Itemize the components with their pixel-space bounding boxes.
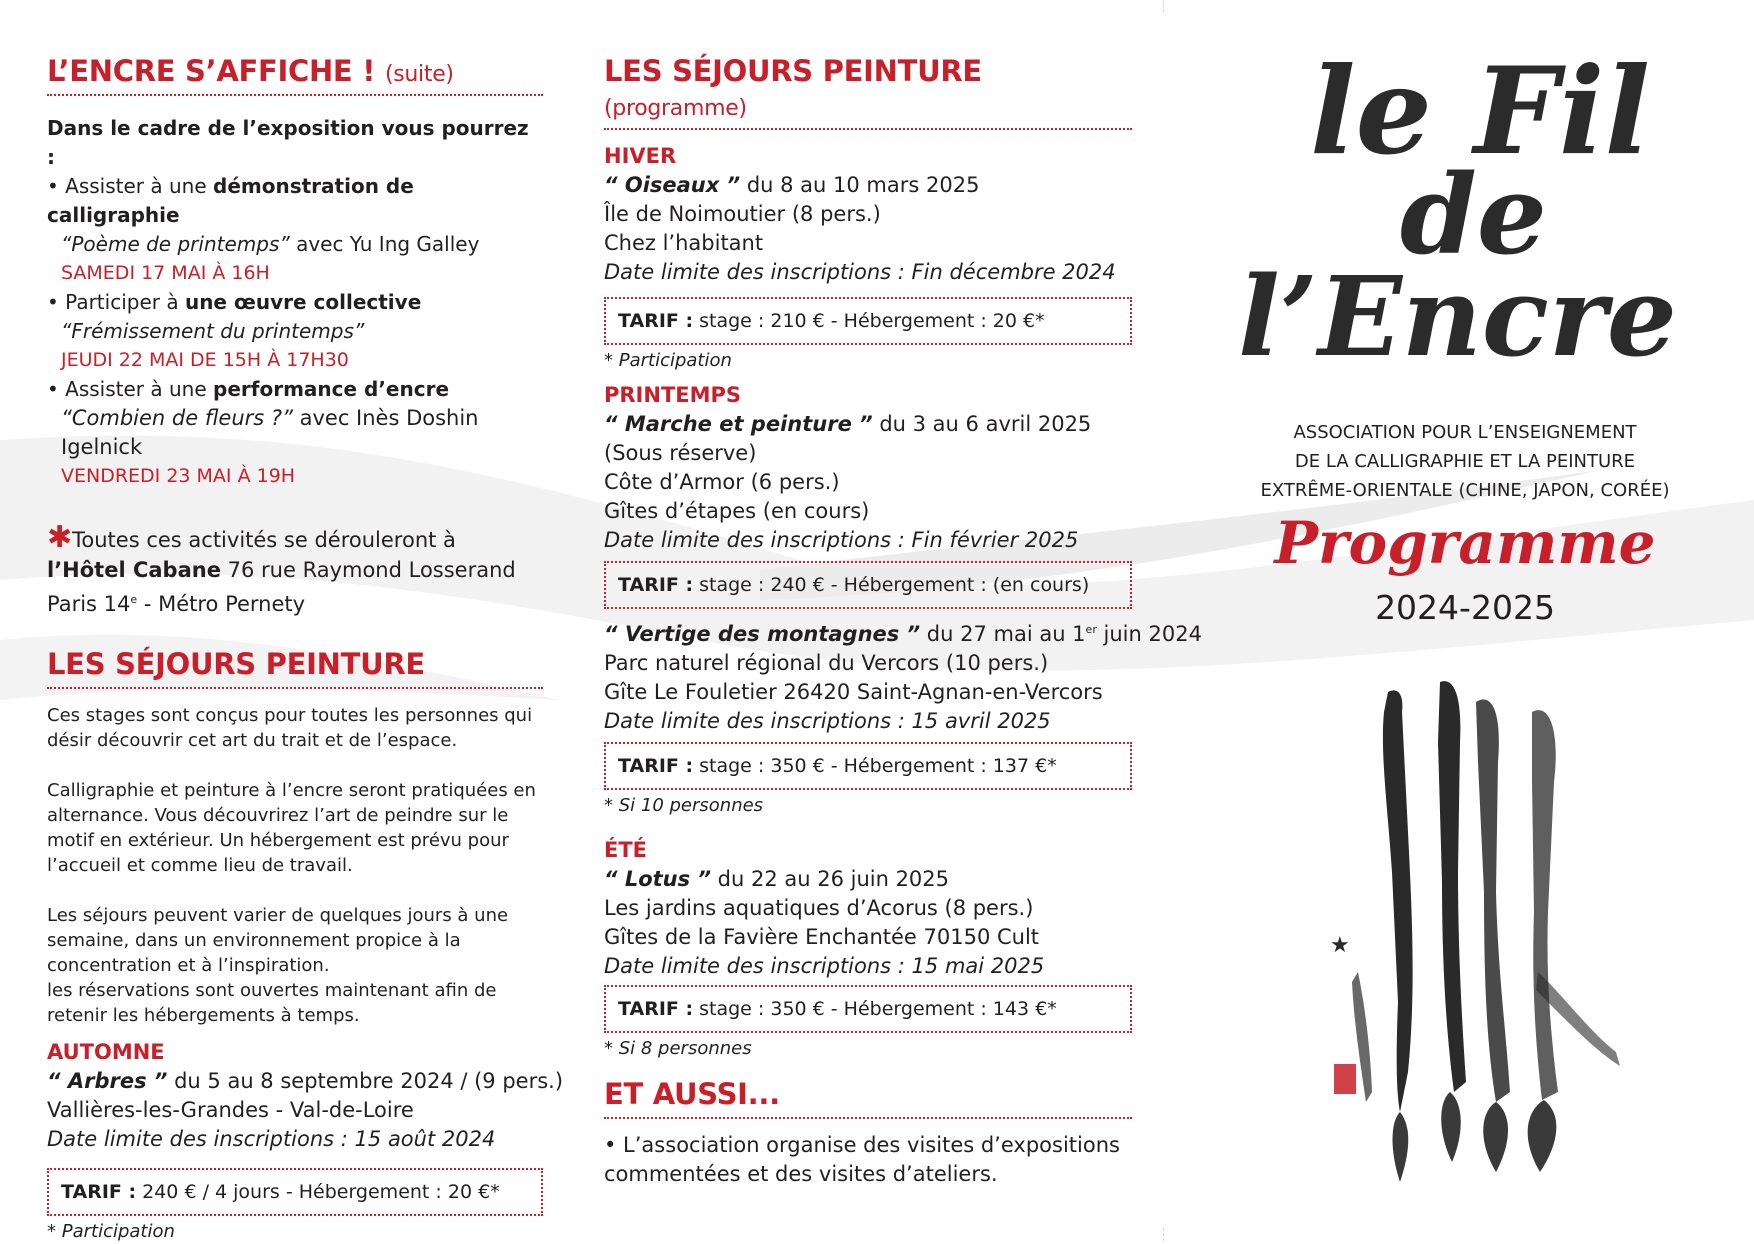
tarif-text: stage : 350 € - Hébergement : 143 €* [693,998,1057,1020]
item-bold: une œuvre collective [184,290,422,314]
item-when: JEUDI 22 MAI DE 15H À 17H30 [61,349,349,371]
venue-block [47,520,543,619]
venue-sup: e [130,593,138,606]
printemps-place: Côte d’Armor (6 pers.) [604,470,840,494]
printemps-dates: du 3 au 6 avril 2025 [872,412,1092,436]
item-bold: performance d’encre [213,377,450,401]
hiver-note: * Participation [604,350,732,371]
tarif-text: stage : 350 € - Hébergement : 137 €* [693,755,1057,777]
ete-note: * Si 8 personnes [604,1038,752,1059]
hiver-season: HIVER [604,144,677,168]
item-bold: démonstration de calligraphie [47,174,414,227]
programme-years: 2024-2025 [1375,588,1555,627]
item-pre: • Assister à une [47,377,214,401]
ete-dates: du 22 au 26 juin 2025 [710,867,950,891]
hiver-name: “ Oiseaux ” [604,173,741,197]
seal-glyph: ★ [1330,933,1350,958]
item-detail: avec Inès Doshin Igelnick [61,406,479,459]
automne-deadline: Date limite des inscriptions : 15 août 2024 [47,1127,496,1151]
affiche-title: L’ENCRE S’AFFICHE ! [47,54,376,88]
sejours-p3a: Les séjours peuvent varier de quelques jours à une semaine, dans un environnement propice à la concentration et à l’inspiration. [47,905,509,976]
sejours-p3b: les réservations sont ouvertes maintenant afin de retenir les hébergements à temps. [47,980,497,1026]
affiche-item [47,375,543,491]
tarif-label: TARIF : [618,310,694,332]
item-detail: avec Yu Ing Galley [289,232,480,256]
venue-bold: l’Hôtel Cabane [47,558,221,582]
printemps-lodging: Gîtes d’étapes (en cours) [604,499,870,523]
assoc-line2: DE LA CALLIGRAPHIE ET LA PEINTURE [1294,451,1636,472]
hiver-lodging: Chez l’habitant [604,231,764,255]
automne-title-line [47,1067,564,1096]
logo-line2: de [1400,150,1547,279]
affiche-item [47,288,543,375]
tarif-text: stage : 210 € - Hébergement : 20 €* [693,310,1045,332]
fold-mark-bottom [1163,1228,1164,1241]
hiver-tarif-box [604,297,1132,345]
tarif-label: TARIF : [618,574,694,596]
tarif-text: 240 € / 4 jours - Hébergement : 20 €* [136,1181,500,1203]
fold-mark-top [1163,0,1164,12]
assoc-line1: ASSOCIATION POUR L’ENSEIGNEMENT [1293,422,1637,443]
assoc-line3: EXTRÊME-ORIENTALE (CHINE, JAPON, CORÉE) [1260,480,1670,501]
vertige-dates-end: juin 2024 [1096,622,1202,646]
affiche-heading [47,54,543,96]
tarif-label: TARIF : [618,755,694,777]
automne-tarif-box [47,1168,543,1216]
venue-metro: - Métro Pernety [137,592,306,616]
vertige-sup: er [1085,623,1097,636]
programme-title: LES SÉJOURS PEINTURE [604,54,982,88]
item-pre: • Participer à [47,290,185,314]
vertige-tarif-box [604,742,1132,790]
ete-lodging: Gîtes de la Favière Enchantée 70150 Cult [604,925,1040,949]
vertige-place: Parc naturel régional du Vercors (10 pers.) [604,651,1049,675]
ink-brushes-painting [1300,672,1660,1192]
venue-city: Paris 14 [47,592,131,616]
association-tagline [1220,418,1710,505]
printemps-tarif-box [604,561,1132,609]
printemps-season: PRINTEMPS [604,383,742,407]
vertige-deadline: Date limite des inscriptions : 15 avril 2025 [604,709,1051,733]
item-detail-italic: “Poème de printemps” [61,232,290,256]
printemps-reserve: (Sous réserve) [604,441,757,465]
logo-line3: l’Encre [1238,252,1677,381]
automne-name: “ Arbres ” [47,1069,168,1093]
item-detail-italic: “Combien de fleurs ?” [61,406,293,430]
item-pre: • Assister à une [47,174,214,198]
automne-place: Vallières-les-Grandes - Val-de-Loire [47,1098,414,1122]
aussi-heading: ET AUSSI... [604,1077,1132,1119]
logo-line1: le Fil [1310,41,1651,182]
automne-dates: du 5 au 8 septembre 2024 / (9 pers.) [167,1069,564,1093]
sejours-p1: Ces stages sont conçus pour toutes les personnes qui désir découvrir cet art du trait et de l’espace. [47,705,533,751]
affiche-item [47,172,543,288]
programme-word: Programme [1274,509,1656,577]
automne-season: AUTOMNE [47,1040,165,1064]
item-detail-italic: “Frémissement du printemps” [61,319,365,343]
vertige-note: * Si 10 personnes [604,795,764,816]
sejours-heading: LES SÉJOURS PEINTURE [47,647,543,689]
affiche-intro: Dans le cadre de l’exposition vous pourrez : [47,116,529,169]
asterisk-icon: ✱ [47,520,73,555]
vertige-dates: du 27 mai au 1 [920,622,1086,646]
ete-place: Les jardins aquatiques d’Acorus (8 pers.) [604,896,1034,920]
left-column [47,54,564,1244]
venue-line1: Toutes ces activités se dérouleront à [72,528,456,552]
hiver-deadline: Date limite des inscriptions : Fin décembre 2024 [604,260,1116,284]
venue-address: 76 rue Raymond Losserand [220,558,516,582]
programme-heading [604,54,1132,130]
ete-season: ÉTÉ [604,838,648,862]
ete-tarif-box [604,985,1132,1033]
programme-title-sub: (programme) [604,96,747,121]
automne-note: * Participation [47,1221,175,1242]
ete-deadline: Date limite des inscriptions : 15 mai 2025 [604,954,1045,978]
hiver-place: Île de Noimoutier (8 pers.) [604,202,881,226]
item-when: SAMEDI 17 MAI À 16H [61,262,270,284]
sejours-p2: Calligraphie et peinture à l’encre seront pratiquées en alternance. Vous découvrirez l’art de peindre sur le motif en extérieur. Un hébergement est prévu pour l’accueil et comme lieu de travail. [47,780,536,876]
middle-column [604,54,1202,1189]
red-seal [1334,1064,1356,1094]
item-when: VENDREDI 23 MAI À 19H [61,465,296,487]
vertige-lodging: Gîte Le Fouletier 26420 Saint-Agnan-en-Vercors [604,680,1103,704]
tarif-label: TARIF : [61,1181,137,1203]
tarif-label: TARIF : [618,998,694,1020]
affiche-title-sub: (suite) [384,62,454,87]
hiver-dates: du 8 au 10 mars 2025 [740,173,980,197]
printemps-deadline: Date limite des inscriptions : Fin février 2025 [604,528,1079,552]
ete-name: “ Lotus ” [604,867,711,891]
printemps-name: “ Marche et peinture ” [604,412,873,436]
vertige-name: “ Vertige des montagnes ” [604,622,921,646]
tarif-text: stage : 240 € - Hébergement : (en cours) [693,574,1090,596]
aussi-text: • L’association organise des visites d’expositions commentées et des visites d’ateliers. [604,1133,1120,1186]
